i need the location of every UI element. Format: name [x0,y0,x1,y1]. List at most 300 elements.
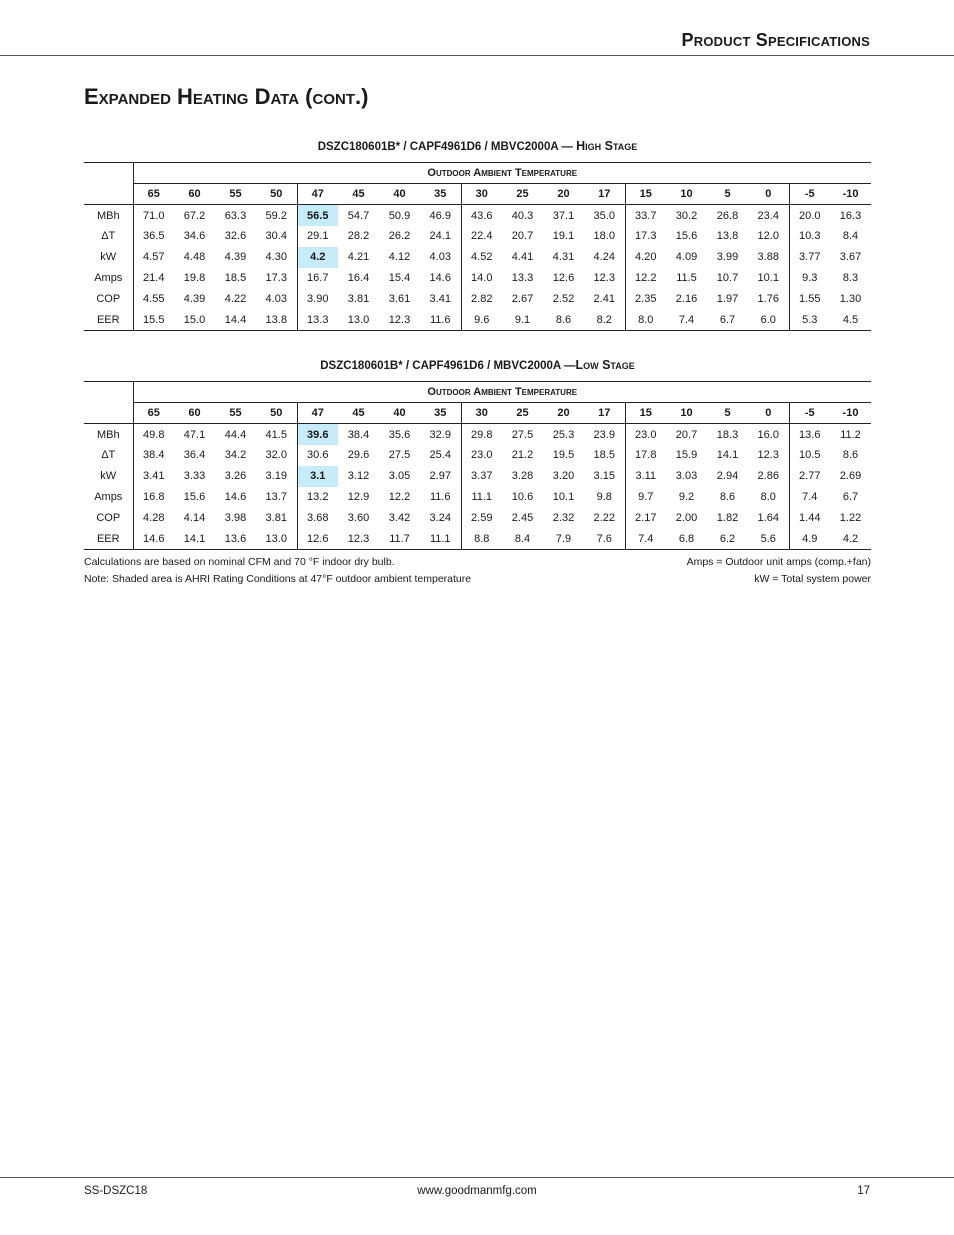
table-cell: 14.1 [716,449,739,462]
table-cell: 2.59 [471,511,493,524]
table-cell: 10.6 [511,491,534,504]
table-cell: 1.30 [839,292,862,305]
table-cell: 12.2 [635,272,657,285]
table-cell: 50.9 [388,209,411,222]
table-cell: 8.6 [842,449,859,462]
table-cell: 13.8 [716,230,739,243]
row-label: COP [84,507,133,528]
table-cell: 13.7 [256,487,297,508]
temp-header: 17 [584,403,625,424]
table-cell: 19.8 [183,272,206,285]
table-cell: 13.8 [256,309,297,330]
table-cell: 9.3 [802,272,818,285]
table-cell: 8.8 [461,528,502,549]
table-cell: 3.41 [143,470,165,483]
table-cell: 4.9 [789,528,830,549]
table-cell: 6.7 [707,309,748,330]
temp-header: 55 [215,184,256,205]
table-row [84,309,871,330]
table-cell: 2.69 [839,470,862,483]
row-label: ΔT [84,226,133,247]
table-cell: 71.0 [143,209,165,222]
table-row [84,288,871,309]
table-cell: 38.4 [143,449,165,462]
table-cell: 6.2 [707,528,748,549]
table-cell: 11.1 [471,491,493,504]
temp-header: 20 [543,403,584,424]
table-cell: 4.14 [183,511,206,524]
table-cell: 3.05 [388,470,411,483]
row-label: COP [84,288,133,309]
table-cell: 15.6 [675,230,698,243]
group-header: Outdoor Ambient Temperature [133,382,871,403]
table-cell: 1.97 [716,292,739,305]
table-cell: 1.82 [716,511,739,524]
table-cell: 3.68 [307,511,329,524]
table-cell: 10.1 [552,491,575,504]
row-label: kW [84,247,133,268]
table-cell: 18.5 [224,272,247,285]
table-cell: 2.35 [635,292,657,305]
table-cell: 4.12 [388,251,411,264]
temp-header: -10 [830,184,871,205]
table-cell: 4.55 [143,292,165,305]
table-cell: 11.7 [379,528,420,549]
table-cell: 12.2 [388,491,411,504]
table-cell: 9.8 [584,487,625,508]
table-cell: 2.86 [748,466,789,487]
temp-header: -10 [830,403,871,424]
table-cell: 7.6 [584,528,625,549]
table-cell: 29.8 [471,428,493,441]
note-amps: Amps = Outdoor unit amps (comp.+fan) [686,556,871,568]
table-cell: 13.2 [307,491,329,504]
table-cell: 25.4 [420,445,461,466]
table-cell: 3.88 [748,247,789,268]
table-corner [84,403,133,424]
table-corner [84,163,133,184]
row-label: MBh [84,205,133,226]
table-cell: 3.33 [183,470,206,483]
table-cell: 4.31 [552,251,575,264]
table-cell: 23.0 [471,449,493,462]
temp-header: 35 [420,184,461,205]
table-cell: 12.6 [297,528,338,549]
table-cell: 4.39 [183,292,206,305]
table-cell: 12.3 [584,268,625,289]
table-cell: 16.8 [143,491,165,504]
table-cell: 56.5 [297,205,338,226]
temp-header: 47 [297,403,338,424]
table-cell: 11.6 [420,309,461,330]
table-cell: 2.32 [552,511,575,524]
row-label: Amps [84,487,133,508]
table-cell: 9.1 [502,309,543,330]
table-cell: 20.0 [799,209,821,222]
note-calculations: Calculations are based on nominal CFM and 70 °F indoor dry bulb. [84,556,395,568]
table-cell: 7.4 [802,491,818,504]
table-cell: 16.7 [307,272,329,285]
temp-header: 10 [666,403,707,424]
table-cell: 4.09 [675,251,698,264]
table-cell: 10.1 [748,268,789,289]
table-cell: 3.24 [420,507,461,528]
table-title-stage: Low Stage [575,358,635,372]
table-cell: 4.03 [256,288,297,309]
table-cell: 13.3 [511,272,534,285]
table-cell: 30.6 [307,449,329,462]
table-cell: 3.37 [471,470,493,483]
table-title-model: DSZC180601B* / CAPF4961D6 / MBVC2000A — [317,141,577,153]
table-cell: 37.1 [552,209,575,222]
table-cell: 30.4 [256,226,297,247]
table-cell: 63.3 [224,209,247,222]
table-cell: 7.4 [625,528,666,549]
table-cell: 11.1 [420,528,461,549]
table-cell: 9.7 [638,491,654,504]
temp-header: 45 [338,184,379,205]
footer-website[interactable]: www.goodmanmfg.com [417,1185,537,1197]
table-cell: 20.7 [511,230,534,243]
table-cell: 11.6 [420,487,461,508]
table-cell: 10.5 [799,449,821,462]
table-cell: 8.6 [719,491,736,504]
table-cell: 3.12 [347,470,370,483]
table-cell: 4.2 [830,528,871,549]
table-cell: 29.6 [347,449,370,462]
table-cell: 3.26 [224,470,247,483]
temp-header: 45 [338,403,379,424]
table-row [84,247,871,268]
table-title-model: DSZC180601B* / CAPF4961D6 / MBVC2000A — [320,360,576,372]
table-cell: 13.0 [256,528,297,549]
table-cell: 8.4 [502,528,543,549]
table-cell: 36.5 [143,230,165,243]
table-cell: 6.0 [748,309,789,330]
row-label: EER [84,309,133,330]
temp-header: 25 [502,184,543,205]
table-cell: 12.0 [748,226,789,247]
table-cell: 34.6 [183,230,206,243]
table-cell: 3.42 [388,511,411,524]
table-cell: 4.28 [143,511,165,524]
table-cell: 3.81 [256,507,297,528]
table-cell: 59.2 [256,205,297,226]
temp-header: -5 [789,184,830,205]
table-cell: 7.4 [666,309,707,330]
table-row [84,487,871,508]
table-cell: 35.6 [388,428,411,441]
table-cell: 4.20 [635,251,657,264]
temp-header: -5 [789,403,830,424]
table-cell: 32.9 [420,424,461,445]
table-cell: 16.3 [839,209,862,222]
table-cell: 13.6 [799,428,821,441]
table-cell: 29.1 [307,230,329,243]
table-cell: 10.3 [799,230,821,243]
temp-header: 40 [379,184,420,205]
table-corner [84,184,133,205]
footer-page-number: 17 [857,1185,870,1197]
temp-header: 60 [174,403,215,424]
table-cell: 47.1 [183,428,206,441]
table-cell: 3.77 [799,251,821,264]
table-cell: 30.2 [675,209,698,222]
table-cell: 17.3 [635,230,657,243]
row-label: ΔT [84,445,133,466]
table-cell: 8.6 [543,309,584,330]
table-cell: 2.52 [552,292,575,305]
table-cell: 4.2 [297,247,338,268]
table-cell: 4.41 [511,251,534,264]
temp-header: 50 [256,184,297,205]
temp-header: 60 [174,184,215,205]
table-cell: 4.30 [256,247,297,268]
temp-header: 25 [502,403,543,424]
table-cell: 12.3 [748,445,789,466]
table-cell: 4.57 [143,251,165,264]
table-cell: 38.4 [347,428,370,441]
table-cell: 2.45 [511,511,534,524]
temp-header: 30 [461,403,502,424]
table-cell: 1.76 [748,288,789,309]
table-cell: 43.6 [471,209,493,222]
table-cell: 1.64 [748,507,789,528]
temp-header: 65 [133,403,174,424]
table-cell: 15.4 [388,272,411,285]
table-cell: 21.4 [143,272,165,285]
temp-header: 5 [707,403,748,424]
table-cell: 6.7 [842,491,859,504]
table-row [84,528,871,549]
table-cell: 8.0 [748,487,789,508]
table-cell: 3.11 [635,470,657,483]
table-cell: 2.17 [635,511,657,524]
table-cell: 39.6 [297,424,338,445]
table-cell: 46.9 [420,205,461,226]
table-cell: 14.6 [420,268,461,289]
table-cell: 9.2 [678,491,695,504]
table-cell: 4.21 [347,251,370,264]
table-cell: 23.9 [584,424,625,445]
table-cell: 21.2 [511,449,534,462]
temp-header: 50 [256,403,297,424]
table-cell: 13.3 [297,309,338,330]
table-cell: 22.4 [471,230,493,243]
table-cell: 15.0 [174,309,215,330]
table-cell: 17.8 [635,449,657,462]
table-cell: 12.9 [347,491,370,504]
table-cell: 15.6 [183,491,206,504]
table-row [84,268,871,289]
table-cell: 3.61 [388,292,411,305]
row-label: kW [84,466,133,487]
table-cell: 3.67 [839,251,862,264]
table-cell: 5.3 [789,309,830,330]
table-cell: 13.6 [215,528,256,549]
temp-header: 10 [666,184,707,205]
table-cell: 15.9 [675,449,698,462]
table-row [84,226,871,247]
table-cell: 25.3 [552,428,575,441]
table-cell: 3.98 [224,511,247,524]
table-cell: 8.3 [842,272,859,285]
header-title: Product Specifications [681,30,870,50]
table-cell: 4.39 [224,251,247,264]
table-cell: 14.6 [224,491,247,504]
table-cell: 13.0 [338,309,379,330]
table-row [84,205,871,226]
temp-header: 30 [461,184,502,205]
temp-header: 55 [215,403,256,424]
table-cell: 33.7 [635,209,657,222]
temp-header: 0 [748,403,789,424]
table-cell: 34.2 [224,449,247,462]
table-cell: 10.7 [716,272,739,285]
row-label: MBh [84,424,133,445]
table-cell: 12.3 [338,528,379,549]
table-cell: 4.52 [471,251,493,264]
table-cell: 14.6 [133,528,174,549]
temp-header: 17 [584,184,625,205]
table-row [84,424,871,445]
table-cell: 5.6 [748,528,789,549]
table-cell: 2.77 [799,470,821,483]
note-shaded-area: Note: Shaded area is AHRI Rating Conditions at 47°F outdoor ambient temperature [84,573,472,585]
table-cell: 4.24 [584,247,625,268]
table-cell: 3.81 [347,292,370,305]
temp-header: 5 [707,184,748,205]
table-cell: 11.5 [676,272,697,285]
table-cell: 40.3 [511,209,534,222]
table-cell: 2.00 [675,511,698,524]
table-title-stage: High Stage [576,139,638,153]
table-cell: 14.0 [471,272,493,285]
temp-header: 65 [133,184,174,205]
heating-data-table-low-stage [84,381,871,550]
table-cell: 67.2 [183,209,206,222]
table-cell: 2.82 [471,292,493,305]
note-kw: kW = Total system power [754,573,871,585]
row-label: Amps [84,268,133,289]
table-cell: 7.9 [543,528,584,549]
table-cell: 23.0 [635,428,657,441]
table-cell: 19.1 [552,230,575,243]
table-cell: 12.3 [379,309,420,330]
table-cell: 3.28 [511,470,534,483]
footer-rule [0,1177,954,1178]
table-cell: 12.6 [552,272,575,285]
table-cell: 2.16 [675,292,698,305]
table-cell: 2.97 [420,466,461,487]
table-cell: 14.1 [174,528,215,549]
temp-header: 0 [748,184,789,205]
table-cell: 26.8 [716,209,739,222]
table-row [84,445,871,466]
table-cell: 3.15 [584,466,625,487]
temp-header: 20 [543,184,584,205]
table-cell: 16.0 [748,424,789,445]
table-cell: 3.19 [256,466,297,487]
table-cell: 3.41 [420,288,461,309]
table-cell: 3.60 [347,511,370,524]
temp-header: 15 [625,184,666,205]
temp-header: 47 [297,184,338,205]
table-cell: 35.0 [584,205,625,226]
table-cell: 28.2 [347,230,370,243]
table-cell: 3.20 [552,470,575,483]
table-cell: 14.4 [215,309,256,330]
table-cell: 18.3 [716,428,739,441]
table-cell: 1.55 [799,292,821,305]
table-cell: 32.0 [256,445,297,466]
table-cell: 15.5 [133,309,174,330]
table-cell: 18.5 [584,445,625,466]
table-cell: 3.90 [307,292,329,305]
temp-header: 15 [625,403,666,424]
table-cell: 11.2 [840,428,861,441]
table-cell: 2.67 [511,292,534,305]
table-cell: 36.4 [183,449,206,462]
row-label: EER [84,528,133,549]
table-cell: 26.2 [388,230,411,243]
table-cell: 4.22 [224,292,247,305]
table-cell: 3.1 [297,466,338,487]
footer-doc-id: SS-DSZC18 [84,1185,148,1197]
table-cell: 54.7 [347,209,370,222]
table-cell: 4.5 [830,309,871,330]
table-cell: 20.7 [675,428,698,441]
group-header: Outdoor Ambient Temperature [133,163,871,184]
table-title-high-stage [84,139,871,153]
table-cell: 23.4 [748,205,789,226]
table-cell: 44.4 [224,428,247,441]
table-cell: 27.5 [388,449,411,462]
table-title-low-stage [84,358,871,372]
temp-header: 40 [379,403,420,424]
table-cell: 8.2 [584,309,625,330]
heating-data-table-high-stage [84,162,871,331]
table-cell: 19.5 [552,449,575,462]
table-cell: 16.4 [347,272,370,285]
section-title: Expanded Heating Data (cont.) [84,84,369,109]
table-cell: 1.22 [839,511,862,524]
table-cell: 27.5 [511,428,534,441]
table-cell: 49.8 [143,428,165,441]
table-cell: 32.6 [224,230,247,243]
table-cell: 6.8 [666,528,707,549]
table-row [84,507,871,528]
table-cell: 3.99 [716,251,739,264]
table-cell: 4.03 [420,247,461,268]
table-cell: 2.22 [584,507,625,528]
header-rule [0,55,954,56]
table-cell: 2.41 [584,288,625,309]
table-cell: 2.94 [716,470,739,483]
table-cell: 4.48 [183,251,206,264]
table-cell: 9.6 [461,309,502,330]
table-cell: 17.3 [256,268,297,289]
table-cell: 41.5 [256,424,297,445]
table-cell: 18.0 [584,226,625,247]
temp-header: 35 [420,403,461,424]
table-cell: 3.03 [675,470,698,483]
table-cell: 1.44 [799,511,821,524]
table-cell: 8.0 [625,309,666,330]
table-cell: 24.1 [420,226,461,247]
table-corner [84,382,133,403]
table-cell: 8.4 [842,230,859,243]
